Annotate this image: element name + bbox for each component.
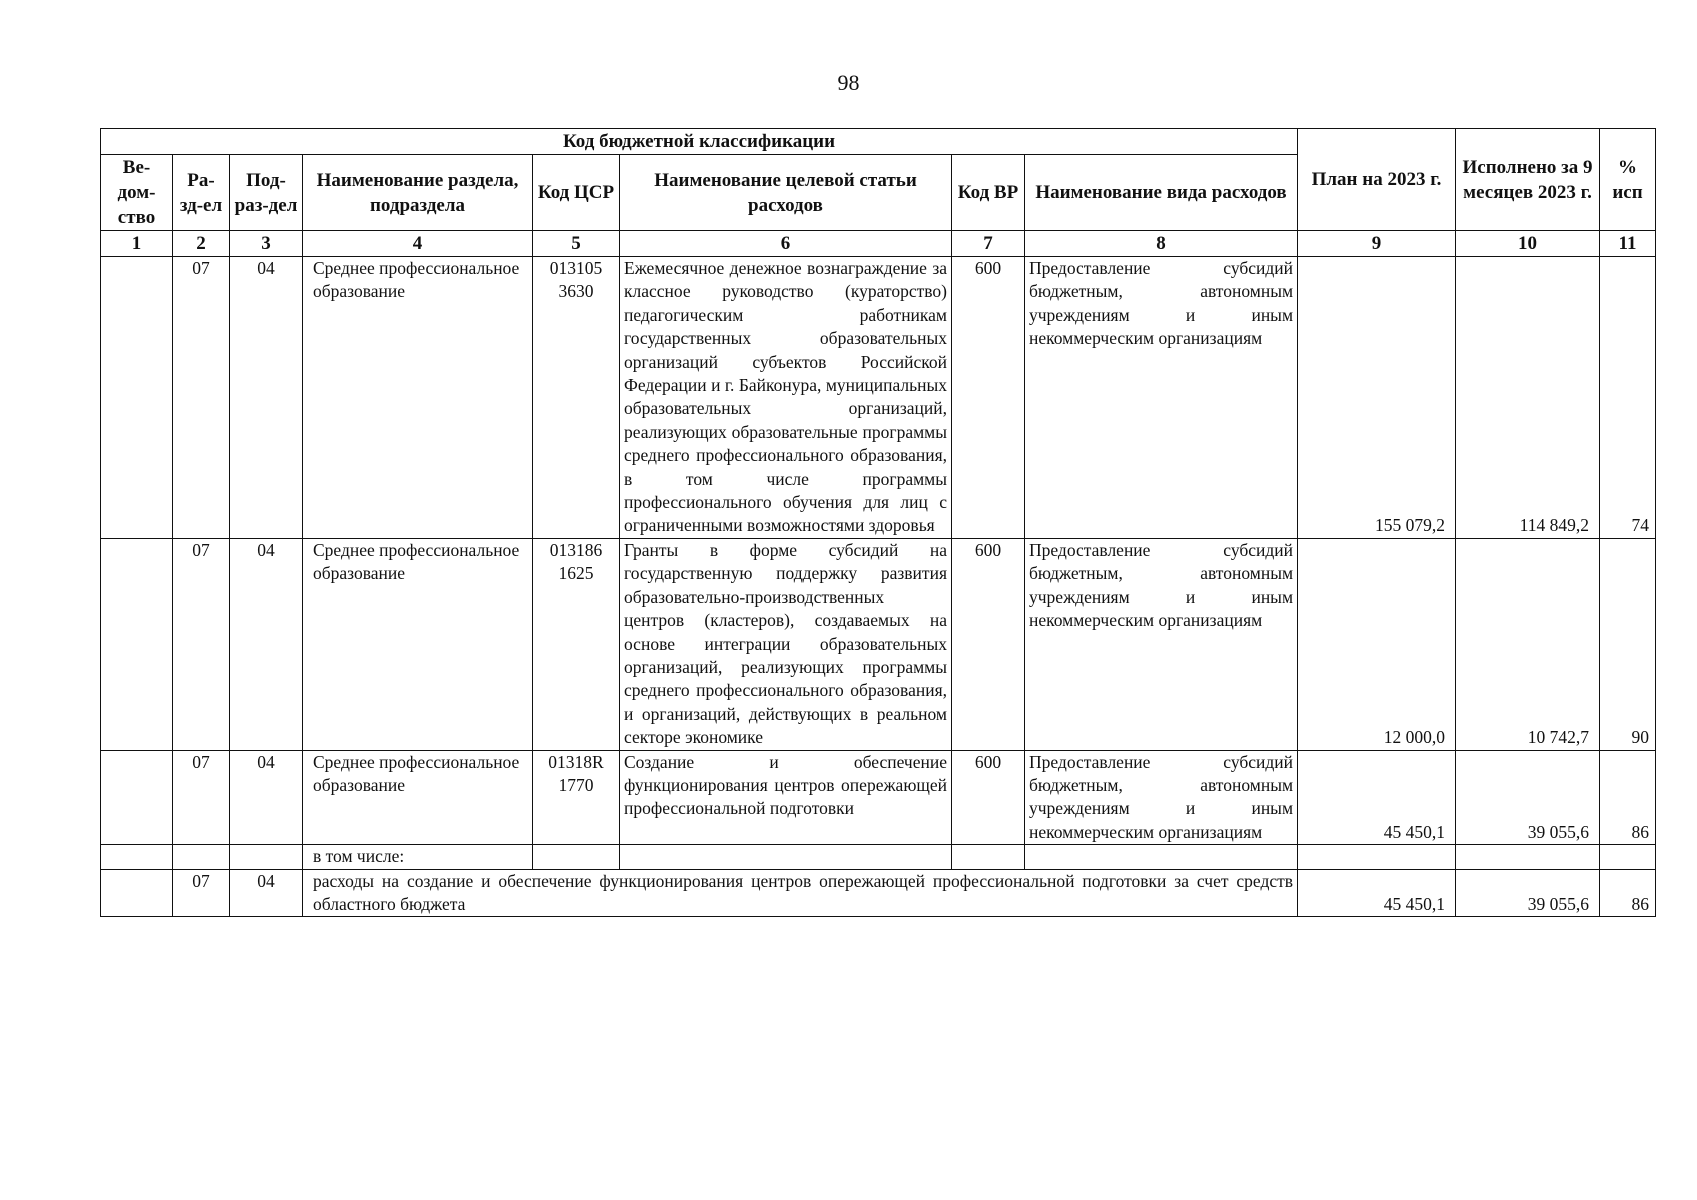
header-target-name: Наименование целевой статьи расходов [620, 155, 952, 231]
column-number: 3 [230, 231, 303, 257]
cell-vr: 600 [952, 538, 1025, 750]
cell-plan: 45 450,1 [1298, 869, 1456, 917]
budget-table [100, 128, 1656, 917]
cell-executed: 39 055,6 [1456, 869, 1600, 917]
cell-empty [173, 845, 230, 869]
column-number: 7 [952, 231, 1025, 257]
cell-empty [1298, 845, 1456, 869]
column-number: 6 [620, 231, 952, 257]
header-csr: Код ЦСР [533, 155, 620, 231]
table-row [101, 538, 1656, 750]
cell-podrazdel: 04 [230, 538, 303, 750]
page-number: 98 [837, 70, 860, 95]
cell-executed: 39 055,6 [1456, 750, 1600, 845]
column-number: 11 [1600, 231, 1656, 257]
column-number: 10 [1456, 231, 1600, 257]
cell-razdel: 07 [173, 538, 230, 750]
cell-target-name: Ежемесячное денежное вознаграждение за классное руководство (кураторство) педагогическим работникам государственных образовательных организаций субъектов Российской Федерации и г. Байконура, муниципальных образовательных организаций, реализующих образовательные программы среднего профессионального образования, в том числе программы профессионального обучения для лиц с ограниченными возможностями здоровья [620, 257, 952, 539]
cell-executed: 10 742,7 [1456, 538, 1600, 750]
cell-vr: 600 [952, 750, 1025, 845]
cell-csr: 013105 3630 [533, 257, 620, 539]
cell-vr: 600 [952, 257, 1025, 539]
column-number: 2 [173, 231, 230, 257]
cell-razdel: 07 [173, 750, 230, 845]
header-vr-name: Наименование вида расходов [1025, 155, 1298, 231]
header-executed: Исполнено за 9 месяцев 2023 г. [1456, 129, 1600, 231]
cell-vedomstvo [101, 538, 173, 750]
cell-vedomstvo [101, 257, 173, 539]
cell-vr-name: Предоставление субсидий бюджетным, автономным учреждениям и иным некоммерческим организациям [1025, 750, 1298, 845]
cell-razdel: 07 [173, 257, 230, 539]
cell-plan: 12 000,0 [1298, 538, 1456, 750]
column-number: 8 [1025, 231, 1298, 257]
cell-empty [230, 845, 303, 869]
cell-csr: 013186 1625 [533, 538, 620, 750]
cell-razdel: 07 [173, 869, 230, 917]
cell-empty [1456, 845, 1600, 869]
cell-empty [101, 869, 173, 917]
cell-vedomstvo [101, 750, 173, 845]
sub-row-description: расходы на создание и обеспечение функционирования центров опережающей профессиональной подготовки за счет средств областного бюджета [303, 869, 1298, 917]
header-budget-classification: Код бюджетной классификации [101, 129, 1298, 155]
cell-percent: 86 [1600, 869, 1656, 917]
header-podrazdel: Под-раз-дел [230, 155, 303, 231]
cell-target-name: Гранты в форме субсидий на государственную поддержку развития образовательно-производственных центров (кластеров), создаваемых на основе интеграции образовательных организаций, реализующих программы среднего профессионального образования, и организаций, действующих в реальном секторе экономике [620, 538, 952, 750]
column-number: 1 [101, 231, 173, 257]
table-row-sub [101, 869, 1656, 917]
cell-razdel-name: Среднее профессиональное образование [303, 750, 533, 845]
including-label: в том числе: [303, 845, 533, 869]
cell-empty [620, 845, 952, 869]
table-row-including [101, 845, 1656, 869]
cell-plan: 45 450,1 [1298, 750, 1456, 845]
column-number: 5 [533, 231, 620, 257]
cell-podrazdel: 04 [230, 257, 303, 539]
header-plan: План на 2023 г. [1298, 129, 1456, 231]
cell-empty [533, 845, 620, 869]
cell-empty [952, 845, 1025, 869]
cell-percent: 90 [1600, 538, 1656, 750]
cell-podrazdel: 04 [230, 750, 303, 845]
cell-plan: 155 079,2 [1298, 257, 1456, 539]
cell-executed: 114 849,2 [1456, 257, 1600, 539]
cell-percent: 74 [1600, 257, 1656, 539]
header-percent: % исп [1600, 129, 1656, 231]
cell-empty [1600, 845, 1656, 869]
header-vr: Код ВР [952, 155, 1025, 231]
column-number: 9 [1298, 231, 1456, 257]
cell-vr-name: Предоставление субсидий бюджетным, автономным учреждениям и иным некоммерческим организациям [1025, 538, 1298, 750]
cell-percent: 86 [1600, 750, 1656, 845]
cell-vr-name: Предоставление субсидий бюджетным, автономным учреждениям и иным некоммерческим организациям [1025, 257, 1298, 539]
cell-podrazdel: 04 [230, 869, 303, 917]
column-number: 4 [303, 231, 533, 257]
cell-razdel-name: Среднее профессиональное образование [303, 538, 533, 750]
cell-empty [101, 845, 173, 869]
table-row [101, 750, 1656, 845]
cell-razdel-name: Среднее профессиональное образование [303, 257, 533, 539]
header-vedomstvo: Ве-дом-ство [101, 155, 173, 231]
cell-empty [1025, 845, 1298, 869]
cell-target-name: Создание и обеспечение функционирования центров опережающей профессиональной подготовки [620, 750, 952, 845]
header-razdel: Ра-зд-ел [173, 155, 230, 231]
table-row [101, 257, 1656, 539]
header-razdel-name: Наименование раздела, подраздела [303, 155, 533, 231]
cell-csr: 01318R 1770 [533, 750, 620, 845]
